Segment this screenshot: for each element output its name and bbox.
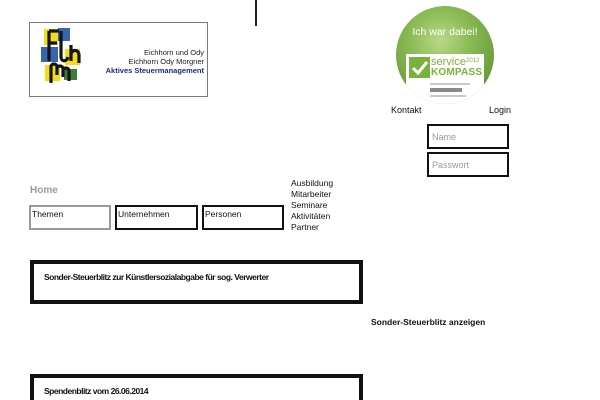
brand-line-1: Eichhorn und Ody xyxy=(143,48,204,57)
badge-fineprint-line xyxy=(430,83,470,85)
password-input[interactable] xyxy=(427,152,509,177)
kontakt-link[interactable]: Kontakt xyxy=(391,105,422,115)
side-nav xyxy=(291,178,333,233)
nav-item-ausbildung[interactable]: Ausbildung xyxy=(291,178,334,188)
spendenblitz-title[interactable]: Spendenblitz vom 26.06.2014 xyxy=(44,386,149,396)
nav-item-mitarbeiter[interactable]: Mitarbeiter xyxy=(291,189,332,199)
badge-panel xyxy=(406,54,484,104)
badge-service-text: service xyxy=(431,56,466,68)
nav-item-seminare[interactable]: Seminare xyxy=(291,200,328,210)
badge-fineprint-line xyxy=(430,95,466,97)
tab-unternehmen[interactable]: Unternehmen xyxy=(115,205,198,230)
badge-kompass-text: KOMPASS xyxy=(431,67,483,78)
company-logo[interactable] xyxy=(29,22,208,97)
nav-item-partner[interactable]: Partner xyxy=(291,222,319,232)
sonder-steuerblitz-title[interactable]: Sonder-Steuerblitz zur Künstlersozialabgabe für sog. Verwerter xyxy=(44,272,269,282)
logo-mark-icon xyxy=(35,25,85,85)
login-link[interactable]: Login xyxy=(489,105,512,115)
sonder-steuerblitz-box xyxy=(30,260,363,304)
badge-title: Ich war dabei! xyxy=(412,26,478,38)
badge-year: 2012 xyxy=(466,58,480,64)
tab-personen[interactable]: Personen xyxy=(202,205,284,230)
badge-newspaper-logo xyxy=(430,88,462,92)
checkmark-icon xyxy=(409,57,430,78)
service-kompass-badge xyxy=(396,6,494,104)
name-input[interactable] xyxy=(427,124,509,149)
show-sonder-steuerblitz-link[interactable]: Sonder-Steuerblitz anzeigen xyxy=(371,317,486,327)
tab-themen[interactable]: Themen xyxy=(29,205,111,230)
brand-tagline: Aktives Steuermanagement xyxy=(105,66,204,75)
top-divider xyxy=(255,0,257,26)
nav-item-aktivitaeten[interactable]: Aktivitäten xyxy=(291,211,331,221)
logo-text xyxy=(88,48,204,75)
spendenblitz-box xyxy=(30,374,363,400)
home-link[interactable]: Home xyxy=(30,185,58,196)
brand-line-2: Eichhorn Ody Morgner xyxy=(128,57,204,66)
